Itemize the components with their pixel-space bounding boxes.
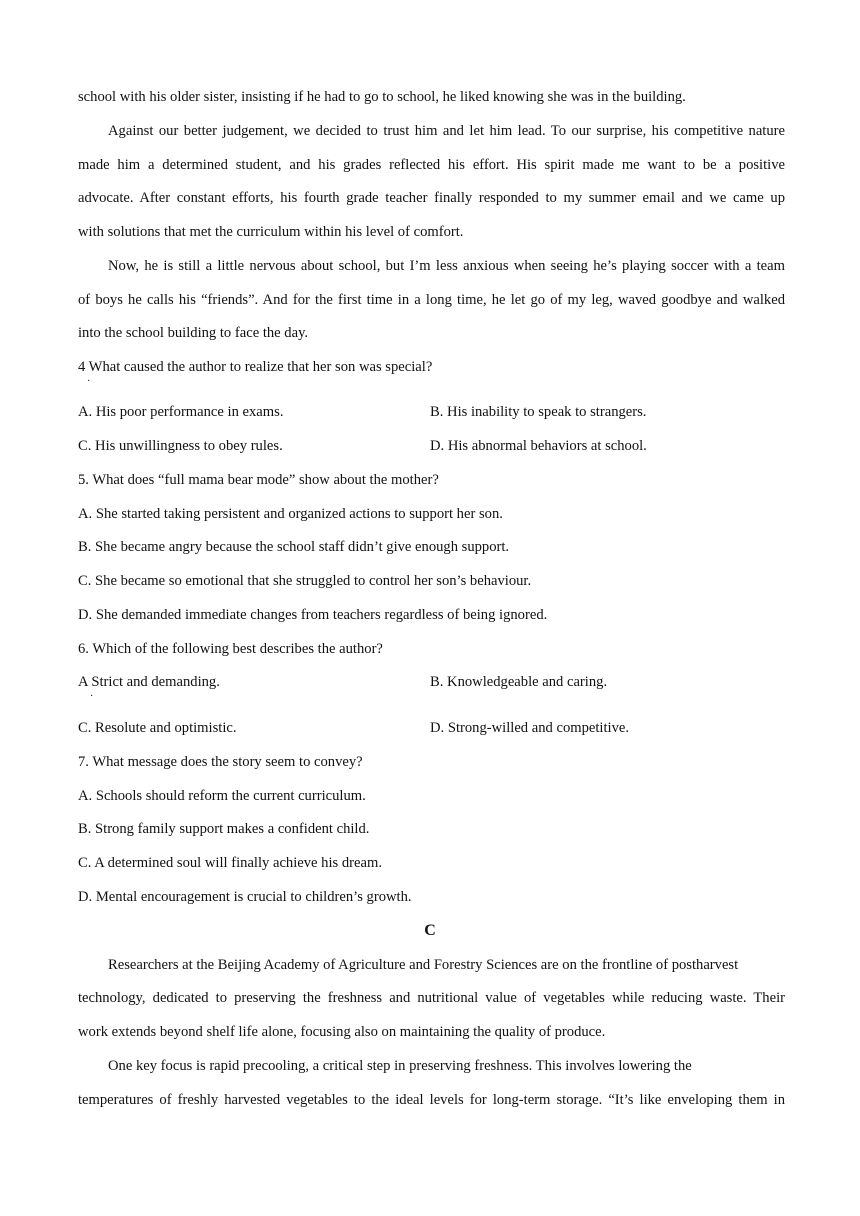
passage-line: technology, dedicated to preserving the freshness and nutritional value of vegetables while reducing waste. Their — [78, 990, 785, 1006]
passage-line: school with his older sister, insisting if he had to go to school, he liked knowing she was in the building. — [78, 89, 686, 105]
question-4-option-c: C. His unwillingness to obey rules. — [78, 438, 283, 454]
stray-dot-mark: · — [90, 691, 94, 702]
question-5-option-c: C. She became so emotional that she struggled to control her son’s behaviour. — [78, 573, 532, 589]
question-6-option-a: A Strict and demanding. — [78, 674, 220, 690]
passage-line: made him a determined student, and his grades reflected his effort. His spirit made me want to be a positive — [78, 157, 785, 173]
question-5-stem: 5. What does “full mama bear mode” show about the mother? — [78, 472, 439, 488]
question-4-option-a: A. His poor performance in exams. — [78, 404, 284, 420]
passage-line: One key focus is rapid precooling, a critical step in preserving freshness. This involves lowering the — [108, 1058, 692, 1074]
question-7-option-b: B. Strong family support makes a confident child. — [78, 821, 370, 837]
question-5-option-b: B. She became angry because the school staff didn’t give enough support. — [78, 539, 510, 555]
stray-dot-mark: · — [87, 376, 91, 387]
passage-line: Against our better judgement, we decided to trust him and let him lead. To our surprise, his competitive nature — [108, 123, 785, 139]
section-heading: C — [424, 922, 436, 939]
question-7-option-a: A. Schools should reform the current curriculum. — [78, 788, 366, 804]
question-4-stem: 4 What caused the author to realize that her son was special? — [78, 359, 433, 375]
question-6-option-c: C. Resolute and optimistic. — [78, 720, 237, 736]
question-6-option-b: B. Knowledgeable and caring. — [430, 674, 608, 690]
passage-line: temperatures of freshly harvested vegetables to the ideal levels for long-term storage. “It’s like enveloping them in — [78, 1092, 785, 1108]
question-6-option-d: D. Strong-willed and competitive. — [430, 720, 630, 736]
question-4-option-d: D. His abnormal behaviors at school. — [430, 438, 647, 454]
question-6-stem: 6. Which of the following best describes the author? — [78, 641, 383, 657]
question-4-option-b: B. His inability to speak to strangers. — [430, 404, 647, 420]
passage-line: work extends beyond shelf life alone, focusing also on maintaining the quality of produce. — [78, 1024, 606, 1040]
passage-line: Now, he is still a little nervous about school, but I’m less anxious when seeing he’s playing soccer with a team — [108, 258, 785, 274]
question-7-stem: 7. What message does the story seem to convey? — [78, 754, 363, 770]
passage-line: with solutions that met the curriculum within his level of comfort. — [78, 224, 464, 240]
question-7-option-c: C. A determined soul will finally achieve his dream. — [78, 855, 382, 871]
question-5-option-d: D. She demanded immediate changes from teachers regardless of being ignored. — [78, 607, 548, 623]
question-7-option-d: D. Mental encouragement is crucial to children’s growth. — [78, 889, 412, 905]
passage-line: Researchers at the Beijing Academy of Agriculture and Forestry Sciences are on the frontline of postharvest — [108, 957, 739, 973]
passage-line: advocate. After constant efforts, his fourth grade teacher finally responded to my summer email and we came up — [78, 190, 785, 206]
passage-line: of boys he calls his “friends”. And for the first time in a long time, he let go of my leg, waved goodbye and walked — [78, 292, 785, 308]
question-5-option-a: A. She started taking persistent and organized actions to support her son. — [78, 506, 503, 522]
passage-line: into the school building to face the day. — [78, 325, 309, 341]
